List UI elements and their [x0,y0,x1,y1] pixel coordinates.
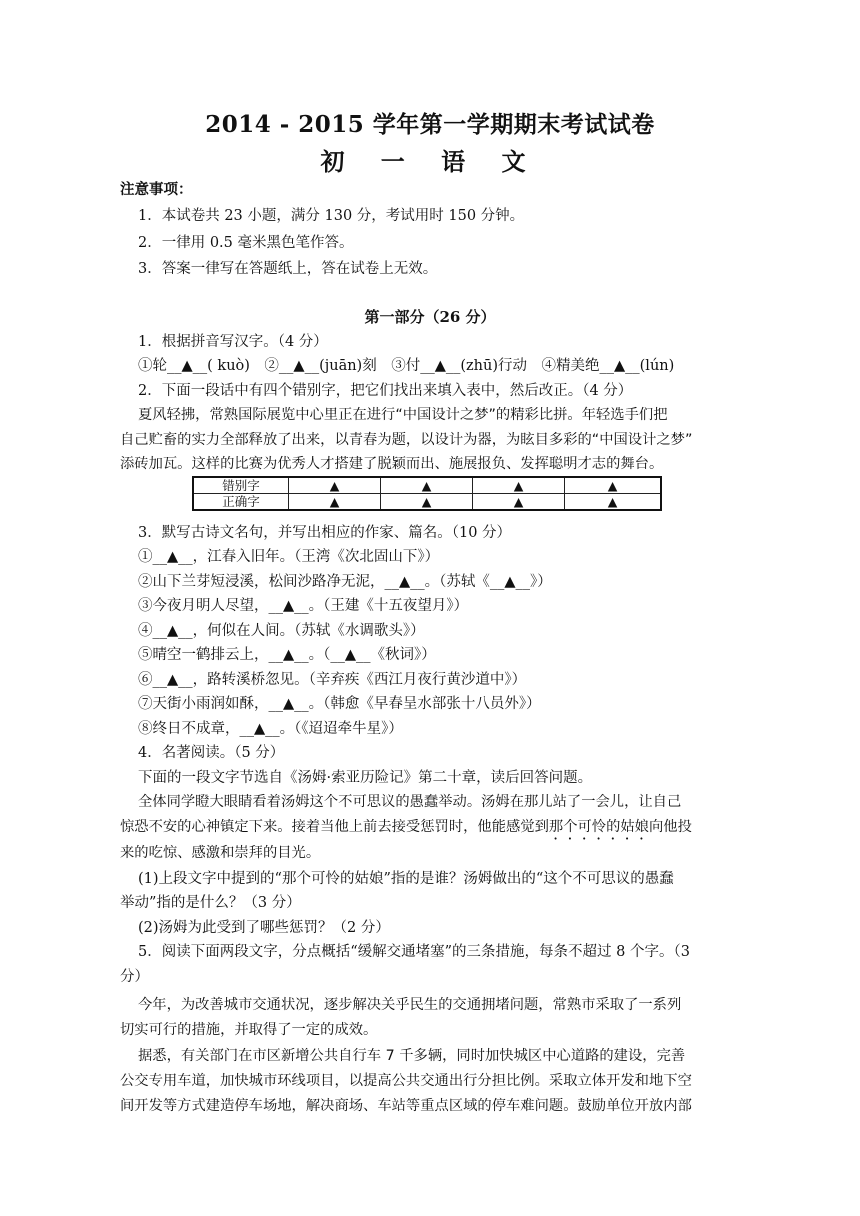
note-item: 1．本试卷共 23 小题，满分 130 分，考试用时 150 分钟。 [138,208,525,224]
q4-passage-text: 向他投 [648,819,692,835]
q3-item: ⑤晴空一鹤排云上，__▲__。（__▲__《秋词》） [138,647,436,663]
part1-heading: 第一部分（26 分） [364,308,496,326]
q5-prompt-cont: 分） [120,969,149,985]
q3-item: ③今夜月明人尽望，__▲__。（王建《十五夜望月》） [138,598,469,614]
q5-para-line: 切实可行的措施，并取得了一定的成效。 [120,1022,378,1038]
q5-prompt: 5．阅读下面两段文字，分点概括“缓解交通堵塞”的三条措施，每条不超过 8 个字。（3 [138,944,690,960]
q2-passage-line: 夏风轻拂，常熟国际展览中心里正在进行“中国设计之梦”的精彩比拼。年轻选手们把 [138,407,668,423]
answer-cell: ▲ [473,477,565,494]
q4-sub1: (1)上段文字中提到的“那个可怜的姑娘”指的是谁？汤姆做出的“这个不可思议的愚蠢 [138,871,674,887]
q1-items: ①轮__▲__( kuò) ②__▲__(juān)刻 ③付__▲__(zhū)行动 ④精美绝__▲__(lún) [138,358,675,374]
q3-item: ⑦天街小雨润如酥，__▲__。（韩愈《早春呈水部张十八员外》） [138,696,541,712]
q3-item: ⑥__▲__，路转溪桥忽见。（辛弃疾《西江月夜行黄沙道中》） [138,672,527,688]
notes-heading: 注意事项： [120,181,193,198]
table-row [193,477,661,494]
q5-para-line: 间开发等方式建造停车场地，解决商场、车站等重点区域的停车难问题。鼓励单位开放内部 [120,1098,692,1114]
q4-intro: 下面的一段文字节选自《汤姆·索亚历险记》第二十章，读后回答问题。 [138,770,593,786]
q4-passage-line [120,817,692,843]
q5-para-line: 据悉，有关部门在市区新增公共自行车 7 千多辆，同时加快城区中心道路的建设，完善 [138,1048,686,1064]
q3-item: ⑧终日不成章，__▲__。（《迢迢牵牛星》） [138,721,403,737]
answer-cell: ▲ [289,494,381,511]
q2-passage-line: 添砖加瓦。这样的比赛为优秀人才搭建了脱颖而出、施展报负、发挥聪明才志的舞台。 [120,456,664,472]
q2-prompt: 2．下面一段话中有四个错别字，把它们找出来填入表中，然后改正。（4 分） [138,383,633,399]
q2-passage-line: 自己贮畜的实力全部释放了出来，以青春为题，以设计为器，为眩目多彩的“中国设计之梦” [120,432,693,448]
answer-cell: ▲ [473,494,565,511]
note-item: 3．答案一律写在答题纸上，答在试卷上无效。 [138,261,438,277]
q1-prompt: 1．根据拼音写汉字。（4 分） [138,334,328,350]
q4-passage-line: 来的吃惊、感激和崇拜的目光。 [120,845,321,861]
q5-para-line: 公交专用车道，加快城市环线项目，以提高公共交通出行分担比例。采取立体开发和地下空 [120,1073,692,1089]
answer-cell: ▲ [565,494,661,511]
q3-item: ②山下兰芽短浸溪，松间沙路净无泥，__▲__。（苏轼《__▲__》） [138,574,552,590]
q3-item: ①__▲__，江春入旧年。（王湾《次北固山下》） [138,549,440,565]
q5-para-line: 今年，为改善城市交通状况，逐步解决关乎民生的交通拥堵问题，常熟市采取了一系列 [138,997,682,1013]
q3-item: ④__▲__，何似在人间。（苏轼《水调歌头》） [138,623,425,639]
table-row [193,494,661,511]
q4-passage-line: 全体同学瞪大眼睛看着汤姆这个不可思议的愚蠢举动。汤姆在那儿站了一会儿，让自己 [138,794,682,810]
emphasized-phrase: 那个可怜的姑娘 [548,819,649,835]
correction-table [192,476,662,511]
q3-prompt: 3．默写古诗文名句，并写出相应的作家、篇名。（10 分） [138,525,512,541]
table-label-correct: 正确字 [193,494,289,511]
q4-sub2: (2)汤姆为此受到了哪些惩罚？（2 分） [138,920,390,936]
exam-title: 2014 - 2015 学年第一学期期末考试试卷 [205,111,655,138]
q4-sub1-cont: 举动”指的是什么？（3 分） [120,895,301,911]
answer-cell: ▲ [381,477,473,494]
q4-passage-text: 惊恐不安的心神镇定下来。接着当他上前去接受惩罚时，他能感觉到 [120,819,549,835]
exam-subtitle: 初 一 语 文 [320,147,540,176]
answer-cell: ▲ [381,494,473,511]
q4-prompt: 4．名著阅读。（5 分） [138,745,285,761]
table-label-wrong: 错别字 [193,477,289,494]
answer-cell: ▲ [289,477,381,494]
note-item: 2．一律用 0.5 毫米黑色笔作答。 [138,235,354,251]
answer-cell: ▲ [565,477,661,494]
